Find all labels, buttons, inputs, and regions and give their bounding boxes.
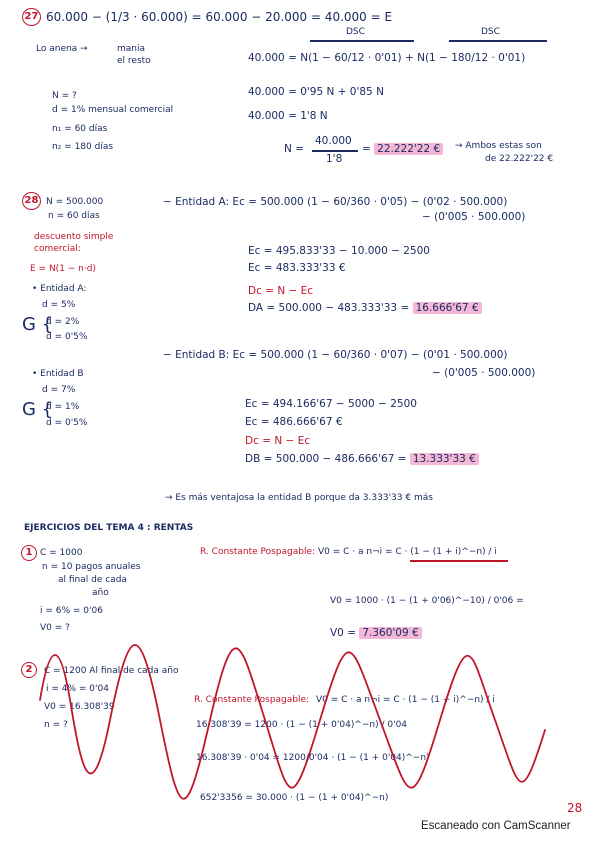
scanner-footer: Escaneado con CamScanner: [421, 820, 571, 832]
ex27-left-note-3: el resto: [117, 56, 151, 66]
ex28-a-dc: Dc = N − Ec: [248, 285, 314, 297]
ex27-result-highlight: 22.222'22 €: [374, 143, 443, 155]
ex27-given-n1: n₁ = 60 días: [52, 124, 108, 134]
ex27-note-2: de 22.222'22 €: [485, 154, 554, 164]
ex27-dsc-2: DSC: [481, 27, 500, 37]
tema4-exercise-2-number: 2: [21, 662, 37, 678]
ex28-b-eq2: Ec = 494.166'67 − 5000 − 2500: [245, 398, 417, 410]
exercise-28-number: 28: [22, 192, 41, 210]
tema4-ex1-result-lhs: V0 =: [330, 627, 356, 639]
tema4-ex2-formula: V0 = C · a n¬i = C · (1 − (1 + i)^−n) / i: [316, 695, 495, 705]
tema4-ex1-eq2: V0 = 1000 · (1 − (1 + 0'06)^−10) / 0'06 =: [330, 596, 524, 606]
ex28-red-note-1: descuento simple: [34, 232, 114, 242]
ex28-a-eq2: Ec = 495.833'33 − 10.000 − 2500: [248, 245, 430, 257]
ex27-dsc-1: DSC: [346, 27, 365, 37]
ex28-entity-a-g-brace: G {: [22, 314, 54, 335]
ex27-left-note-1: Lo anena →: [36, 44, 88, 54]
tema4-ex1-rlabel: R. Constante Pospagable:: [200, 547, 316, 557]
ex27-eq1: 40.000 = N(1 − 60/12 · 0'01) + N(1 − 180/12 · 0'01): [248, 52, 526, 64]
tema4-ex2-i: i = 4% = 0'04: [46, 684, 109, 694]
ex28-formula: E = N(1 − n·d): [30, 264, 96, 274]
ex27-given-d: d = 1% mensual comercial: [52, 105, 174, 115]
ex27-given-n: N = ?: [52, 91, 77, 101]
ex28-entity-b-d: d = 7%: [42, 385, 76, 395]
ex27-left-note-2: mania: [117, 44, 146, 54]
tema4-ex2-c: C = 1200 Al final de cada año: [44, 666, 179, 676]
tema4-ex1-n2: al final de cada: [58, 575, 127, 585]
ex28-b-eq1b: − (0'005 · 500.000): [432, 367, 536, 379]
tema4-ex1-result-value: 7.360'09 €: [359, 627, 421, 639]
ex28-b-dc: Dc = N − Ec: [245, 435, 311, 447]
ex28-entity-b-g-brace: G {: [22, 399, 54, 420]
ex28-entity-a-g1: d = 2%: [46, 317, 80, 327]
ex28-entity-a-g2: d = 0'5%: [46, 332, 88, 342]
tema4-title: EJERCICIOS DEL TEMA 4 : RENTAS: [24, 523, 194, 533]
tema4-ex1-i: i = 6% = 0'06: [40, 606, 103, 616]
ex27-eq2: 40.000 = 0'95 N + 0'85 N: [248, 86, 384, 98]
ex28-a-eq1: − Entidad A: Ec = 500.000 (1 − 60/360 · 0'05) − (0'02 · 500.000): [163, 196, 508, 208]
ex28-given-t: n = 60 días: [48, 211, 100, 221]
ex27-eq4-lhs: N =: [284, 143, 304, 155]
ex28-b-eq1: − Entidad B: Ec = 500.000 (1 − 60/360 · 0'07) − (0'01 · 500.000): [163, 349, 508, 361]
tema4-ex2-eq3: 652'3356 = 30.000 · (1 − (1 + 0'04)^−n): [200, 793, 389, 803]
ex28-entity-b-g2: d = 0'5%: [46, 418, 88, 428]
tema4-ex2-v: V0 = 16.308'39: [44, 702, 115, 712]
ex27-eq3: 40.000 = 1'8 N: [248, 110, 328, 122]
ex27-eq4-denominator: 1'8: [326, 153, 343, 165]
ex28-b-result: 13.333'33 €: [410, 453, 479, 465]
tema4-exercise-1-number: 1: [21, 545, 37, 561]
tema4-ex1-n3: año: [92, 588, 109, 598]
tema4-ex2-eq1: 16.308'39 = 1200 · (1 − (1 + 0'04)^−n) / 0'04: [196, 720, 408, 730]
ex28-entity-b-g1: d = 1%: [46, 402, 80, 412]
ex27-line1: 60.000 − (1/3 · 60.000) = 60.000 − 20.000 = 40.000 = E: [46, 10, 393, 24]
ex27-given-n2: n₂ = 180 días: [52, 142, 114, 152]
ex28-a-da-expr: DA = 500.000 − 483.333'33 =: [248, 302, 410, 314]
page-number: 28: [567, 801, 583, 815]
ex27-eq4-numerator: 40.000: [315, 135, 352, 147]
tema4-ex1-formula: V0 = C · a n¬i = C · (1 − (1 + i)^−n) / i: [318, 547, 497, 557]
ex28-b-db-expr: DB = 500.000 − 486.666'67 =: [245, 453, 407, 465]
ex27-result: = 22.222'22 €: [362, 143, 443, 156]
ex28-conclusion: → Es más ventajosa la entidad B porque da 3.333'33 € más: [165, 493, 433, 503]
ex28-red-note-2: comercial:: [34, 244, 81, 254]
ex28-a-eq3: Ec = 483.333'33 €: [248, 262, 346, 274]
tema4-ex1-n: n = 10 pagos anuales: [42, 562, 141, 572]
tema4-ex2-eq2: 16.308'39 · 0'04 = 1200/0'04 · (1 − (1 + 0'04)^−n): [196, 753, 430, 763]
exercise-27-number: 27: [22, 8, 41, 26]
tema4-ex2-rlabel: R. Constante Pospagable:: [194, 695, 310, 705]
ex28-entity-a-label: • Entidad A:: [32, 284, 87, 294]
ex28-a-result: 16.666'67 €: [413, 302, 482, 314]
ex27-note: → Ambos estas son: [455, 141, 542, 151]
ex28-a-eq1b: − (0'005 · 500.000): [422, 211, 526, 223]
ex28-b-eq3: Ec = 486.666'67 €: [245, 416, 343, 428]
tema4-ex1-v: V0 = ?: [40, 623, 70, 633]
tema4-ex2-n: n = ?: [44, 720, 68, 730]
ex28-entity-a-d: d = 5%: [42, 300, 76, 310]
tema4-ex1-c: C = 1000: [40, 548, 83, 558]
ex28-entity-b-label: • Entidad B: [32, 369, 84, 379]
ex28-given-n: N = 500.000: [46, 197, 104, 207]
